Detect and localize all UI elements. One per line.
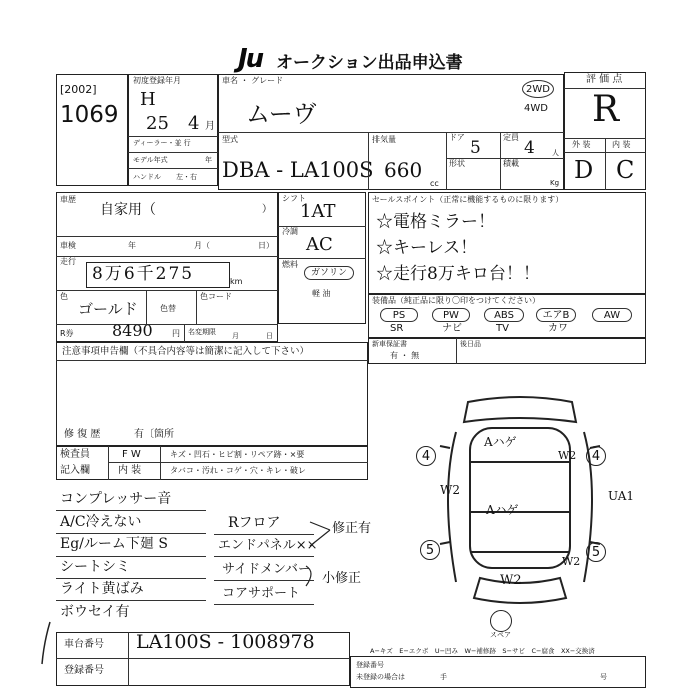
exterior-label: 外 装: [572, 140, 591, 149]
equipment-label: 装備品（純正品に限り〇印をつけてください）: [372, 296, 540, 305]
inspector-interior-label: 内 装: [118, 465, 142, 476]
fw-label: F W: [122, 449, 141, 460]
inspector-label: 検査員: [60, 449, 90, 460]
repair-brackets: [300, 516, 340, 596]
color-label: 色: [60, 292, 68, 301]
equip-airbag: エアB: [536, 308, 576, 322]
warranty-options: 有 ・ 無: [390, 351, 420, 360]
rating-label: 評 価 点: [586, 74, 623, 85]
name-change-month: 月: [232, 332, 239, 340]
spare-label: スペア: [490, 631, 511, 639]
ac-label: 冷調: [282, 227, 298, 236]
equip-navi: ナビ: [442, 323, 462, 334]
drive-2wd-circle: 2WD: [522, 80, 554, 98]
note-line-4: シートシミ: [60, 559, 130, 575]
equip-sr: SR: [390, 323, 404, 334]
interior-items: タバコ・汚れ・コゲ・穴・キレ・破レ: [170, 466, 306, 475]
damage-mark-roof: Aハゲ: [486, 503, 519, 517]
car-name: ムーヴ: [246, 100, 317, 128]
first-registration-label: 初度登録年月: [133, 76, 181, 85]
displacement-unit: cc: [430, 179, 439, 188]
form-title: オークション出品申込書: [276, 53, 463, 73]
history-value-end: ）: [262, 204, 272, 215]
damage-mark-ua1: UA1: [608, 489, 635, 503]
reg-era: H: [140, 89, 156, 110]
fuel-gasoline: ガソリン: [304, 266, 354, 280]
equip-leather: カワ: [548, 323, 568, 334]
legend-num: 号: [600, 673, 607, 681]
fw-items: キズ・凹石・ヒビ割・リペア跡・×要: [170, 450, 305, 459]
inspection-label: 車検: [60, 241, 76, 250]
note-line-2: A/C冷えない: [60, 514, 142, 530]
era-label: [2002]: [60, 83, 97, 96]
note-line-5: ライト黄ばみ: [60, 581, 144, 597]
fuel-diesel: 軽 油: [312, 289, 331, 298]
reg-month: 4: [188, 113, 200, 134]
equip-pw: PW: [432, 308, 470, 322]
sales-point-1: ☆電格ミラー！: [376, 212, 495, 232]
recycle-unit: 円: [172, 329, 180, 338]
inspection-day-unit: 日）: [258, 241, 274, 250]
chassis-number: LA100S - 1008978: [136, 631, 315, 653]
handle-label: ハンドル: [133, 173, 161, 181]
load-label: 積載: [503, 159, 519, 168]
repair-note-4: コアサポート: [222, 586, 301, 601]
recycle-label: R券: [60, 329, 74, 338]
shift-label: シフト: [282, 194, 306, 203]
dealer-label: ディーラー・並 行: [133, 139, 191, 147]
note-line-1: コンプレッサー音: [60, 491, 172, 507]
repair-value: 有〔箇所: [134, 429, 174, 440]
tire-rear-left: 5: [420, 540, 440, 560]
equip-abs: ABS: [484, 308, 524, 322]
tire-front-right: 4: [586, 446, 606, 466]
load-unit: Kg: [550, 179, 560, 187]
car-type: DBA - LA100S: [222, 158, 374, 182]
mileage-label: 走行: [60, 257, 76, 266]
capacity-label: 定員: [503, 133, 519, 142]
ac-value: AC: [306, 234, 333, 255]
legend-reg-label: 登録番号: [356, 661, 384, 669]
note-line-3: Eg/ルーム下廻 S: [60, 536, 168, 552]
notes-box: [56, 342, 368, 446]
spare-tire-icon: [490, 610, 512, 632]
handle-options: 左・右: [176, 173, 197, 181]
name-change-day: 日: [266, 332, 273, 340]
damage-mark-rear-right: W2: [562, 555, 581, 568]
damage-legend: A−キズ E−エクボ U−凹み W−補修跡 S−サビ C−腐食 XX−交換済: [370, 647, 595, 655]
interior-label: 内 装: [612, 140, 631, 149]
inspection-year-unit: 年: [128, 241, 136, 250]
warranty-label: 新車保証書: [372, 340, 407, 348]
legend-reg-box: [350, 656, 646, 688]
sales-points-label: セールスポイント（正常に機能するものに限ります）: [372, 195, 564, 204]
exterior-score: D: [574, 156, 594, 184]
equip-ps: PS: [380, 308, 418, 322]
shape-label: 形状: [449, 159, 465, 168]
car-name-label: 車名 ・ グレード: [222, 76, 284, 85]
displacement-label: 排気量: [372, 135, 396, 144]
shift-value: 1AT: [300, 201, 336, 222]
equip-tv: TV: [496, 323, 509, 334]
repair-mark-2: 小修正: [322, 571, 362, 586]
color-code-label: 色コード: [200, 292, 232, 301]
drive-4wd: 4WD: [524, 103, 548, 114]
notes-label: 注意事項申告欄（不具合内容等は簡潔に記入して下さい）: [62, 346, 310, 357]
history-label: 車歴: [60, 195, 76, 204]
doors-label: ドア: [449, 133, 465, 142]
inspector-entry-label: 記入欄: [60, 465, 90, 476]
damage-mark-rear: W2: [500, 573, 522, 588]
mileage-unit: km: [230, 277, 243, 286]
capacity: 4: [524, 138, 535, 158]
equip-aw: AW: [592, 308, 632, 322]
displacement: 660: [384, 158, 423, 182]
name-change-label: 名変期限: [188, 328, 216, 336]
model-year-label: モデル年式: [133, 156, 168, 164]
pen-stroke: [36, 618, 56, 668]
inspection-month-unit: 月（: [194, 241, 210, 250]
model-year-unit: 年: [205, 156, 212, 164]
sales-point-2: ☆キーレス！: [376, 238, 478, 258]
mileage-value: 8万6千275: [92, 264, 195, 284]
damage-mark-left: W2: [440, 483, 460, 497]
color-value: ゴールド: [78, 300, 138, 318]
reg-month-unit: 月: [205, 121, 215, 132]
logo: Ju: [238, 44, 263, 74]
chassis-label: 車台番号: [64, 639, 104, 650]
registration-number-label: 登録番号: [64, 665, 104, 676]
repair-note-2: エンドパネル××: [218, 538, 318, 553]
capacity-unit: 人: [552, 149, 559, 157]
legend-regno: 未登録の場合は: [356, 673, 405, 681]
after-label: 後日品: [460, 340, 481, 348]
color-change-label: 色替: [160, 304, 176, 313]
legend-hand: 手: [440, 673, 447, 681]
damage-mark-right: W2: [558, 449, 577, 462]
note-line-6: ボウセイ有: [60, 604, 130, 620]
fuel-label: 燃料: [282, 260, 298, 269]
car-type-label: 型式: [222, 135, 238, 144]
doors: 5: [470, 138, 481, 158]
repair-mark-1: 修正有: [332, 521, 372, 536]
repair-note-3: サイドメンバー: [222, 562, 312, 577]
rating-score: R: [592, 89, 620, 130]
interior-score: C: [616, 156, 635, 184]
tire-front-left: 4: [416, 446, 436, 466]
reg-year: 25: [146, 113, 169, 134]
sales-point-3: ☆走行8万キロ台！！: [376, 264, 540, 284]
recycle-value: 8490: [112, 321, 153, 340]
repair-label: 修 復 歴: [64, 429, 101, 440]
damage-mark-hood: Aハゲ: [484, 435, 517, 449]
repair-note-1: Rフロア: [228, 515, 281, 531]
lot-number: 1069: [60, 102, 119, 128]
history-value: 自家用（: [100, 202, 156, 218]
tire-rear-right: 5: [586, 542, 606, 562]
